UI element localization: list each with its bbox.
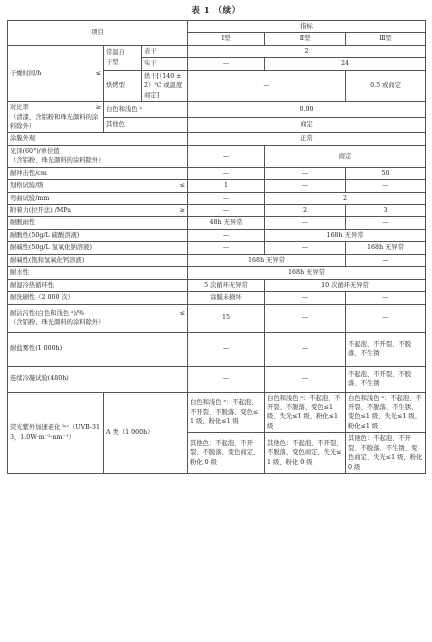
adhesion-t3: 3 <box>346 205 426 217</box>
stain-label: 耐沾污性(白色和浅色 ᵃ)/% <box>10 309 85 317</box>
uv-o2: 其他色：不起泡、不开裂、不脱落、变色商定、失光≤1 级、粉化 0 级 <box>265 433 346 474</box>
adhesion-label-cell <box>8 205 188 217</box>
uv-w1: 白色和浅色 ᵃ：不起泡、不开裂、不脱落、变色≤1 级、粉化≤1 级 <box>188 392 265 433</box>
table-row <box>8 102 426 118</box>
dry-normal-a: 常温自 <box>106 49 125 57</box>
gloss-t1: — <box>188 145 265 167</box>
contrast-note: （清漆、含铝粉和珠光颜料的涂料除外） <box>10 113 99 130</box>
scratch-sym: ≤ <box>179 182 186 190</box>
header-type2: Ⅱ型 <box>265 33 346 45</box>
table-row <box>8 45 426 57</box>
contrast-label: 对比率 <box>10 104 29 112</box>
impact-label: 耐冲击性/cm <box>8 167 188 179</box>
dry-bake-t12: — <box>188 70 346 101</box>
uv-label: 荧光紫外加速老化 ᵇ˒ᶜ（UVB-313，1.0W·m⁻²·nm⁻¹） <box>8 392 104 474</box>
alkali2-label: 耐碱性(饱和氢氧化钙溶液) <box>8 254 188 266</box>
table-row <box>8 292 426 304</box>
adhesion-sym: ≥ <box>179 207 186 214</box>
scratch-t2: — <box>265 180 346 192</box>
table-row <box>8 304 426 332</box>
gloss-label: 光泽(60°)/单位值 <box>10 147 60 155</box>
cycle-label: 耐湿冷热循环性 <box>8 279 188 291</box>
table-row <box>8 366 426 392</box>
salt-t2: — <box>265 332 346 366</box>
adhesion-label: 附着力(拉开法) /MPa <box>10 207 71 214</box>
salt-t3: 不起泡、不开裂、不脱落、不生锈 <box>346 332 426 366</box>
dry-hard: 实干 <box>142 58 188 70</box>
appearance-val: 正常 <box>188 133 426 145</box>
acid-rain-t2: — <box>265 217 346 229</box>
header-item: 项目 <box>8 21 188 46</box>
salt-label: 耐盐雾性(1 000h) <box>8 332 188 366</box>
dry-hard-val: 24 <box>265 58 426 70</box>
impact-t2: — <box>265 167 346 179</box>
contrast-label-cell <box>8 102 104 133</box>
contrast-white-val: 0.90 <box>188 102 426 118</box>
scrub-label: 耐洗刷性（2 000 次） <box>8 292 188 304</box>
table-row <box>8 242 426 254</box>
acid-t1: — <box>188 229 265 241</box>
table-row <box>8 332 426 366</box>
bend-t1: — <box>188 192 265 204</box>
table-row <box>8 267 426 279</box>
gloss-note: （含铝粉、珠光颜料的涂料除外） <box>10 157 105 165</box>
table-row <box>8 180 426 192</box>
table-row <box>8 167 426 179</box>
acid-rain-label: 耐酸雨性 <box>8 217 188 229</box>
acid-t23: 168h 无异常 <box>265 229 426 241</box>
dry-normal-b: 干型 <box>106 58 119 66</box>
dry-label: 干燥时间/h <box>10 69 42 77</box>
scrub-t2: — <box>265 292 346 304</box>
stain-t1: 15 <box>188 304 265 332</box>
stain-t3: — <box>346 304 426 332</box>
alkali-label: 耐碱性(50g/L 氢氧化钠溶液) <box>8 242 188 254</box>
bend-label: 弯曲试验/mm <box>8 192 188 204</box>
gloss-val: 商定 <box>265 145 426 167</box>
stain-note: （含铝粉、珠光颜料的涂料除外） <box>10 319 105 326</box>
alkali2-t3: — <box>346 254 426 266</box>
dry-bake-t3: 0.5 或商定 <box>346 70 426 101</box>
table-row <box>8 229 426 241</box>
water-label: 耐水性 <box>8 267 188 279</box>
impact-t3: 50 <box>346 167 426 179</box>
cold-t1: — <box>188 366 265 392</box>
alkali-t3: 168h 无异常 <box>346 242 426 254</box>
contrast-sym: ≥ <box>95 104 101 112</box>
table-row <box>8 254 426 266</box>
dry-label-cell <box>8 45 104 101</box>
table-row <box>8 145 426 167</box>
cold-t2: — <box>265 366 346 392</box>
scratch-t1: 1 <box>188 180 265 192</box>
stain-label-cell <box>8 304 188 332</box>
bend-t23: 2 <box>265 192 426 204</box>
header-type1: Ⅰ型 <box>188 33 265 45</box>
spec-table <box>7 20 426 474</box>
acid-label: 耐酸性(50g/L 硫酸溶液) <box>8 229 188 241</box>
water-val: 168h 无异常 <box>188 267 426 279</box>
header-row <box>8 21 426 33</box>
cycle-t1: 5 次循环无异常 <box>188 279 265 291</box>
acid-rain-t3: — <box>346 217 426 229</box>
uv-o1: 其他色：不起泡、不开裂、不脱落、变色商定、粉化 0 级 <box>188 433 265 474</box>
table-caption: 表 1 （续） <box>191 6 241 16</box>
dry-sym: ≤ <box>95 69 101 77</box>
uv-w2: 白色和浅色 ᵃ：不起泡、不开裂、不脱落、变色≤1 级、失光≤1 级、粉化≤1 级 <box>265 392 346 433</box>
uv-w3: 白色和浅色 ᵃ：不起泡、不开裂、不脱落、不生锈、变色≤1 级、失光≤1 级、粉化≤1 级 <box>346 392 426 433</box>
table-row <box>8 392 426 433</box>
dry-surface: 表干 <box>142 45 188 57</box>
alkali-t1: — <box>188 242 265 254</box>
gloss-label-cell <box>8 145 188 167</box>
contrast-other: 其他色 <box>104 117 188 133</box>
cycle-t23: 10 次循环无异常 <box>265 279 426 291</box>
table-row <box>8 205 426 217</box>
table-row <box>8 279 426 291</box>
dry-bake-cond: 烘干[（140 ± 2）℃ 或温度商定] <box>142 70 188 101</box>
scrub-t1: 涂膜未损坏 <box>188 292 265 304</box>
dry-surface-val: 2 <box>188 45 426 57</box>
uv-class: A 类（1 000h） <box>104 392 188 474</box>
contrast-other-val: 商定 <box>188 117 426 133</box>
salt-t1: — <box>188 332 265 366</box>
header-type3: Ⅲ型 <box>346 33 426 45</box>
scratch-t3: — <box>346 180 426 192</box>
table-row <box>8 192 426 204</box>
scratch-label: 划格试验/级 <box>10 182 44 190</box>
alkali2-t12: 168h 无异常 <box>188 254 346 266</box>
stain-t2: — <box>265 304 346 332</box>
contrast-white: 白色和浅色 ᵃ <box>104 102 188 118</box>
table-row <box>8 217 426 229</box>
appearance-label: 涂膜外观 <box>8 133 188 145</box>
impact-t1: — <box>188 167 265 179</box>
scrub-t3: — <box>346 292 426 304</box>
table-row <box>8 133 426 145</box>
alkali-t2: — <box>265 242 346 254</box>
adhesion-t1: — <box>188 205 265 217</box>
dry-normal <box>104 45 142 70</box>
stain-sym: ≤ <box>179 309 186 317</box>
adhesion-t2: 2 <box>265 205 346 217</box>
cold-label: 连续冷凝试验(480h) <box>8 366 188 392</box>
scratch-label-cell <box>8 180 188 192</box>
dry-hard-t1: — <box>188 58 265 70</box>
acid-rain-t1: 48h 无异常 <box>188 217 265 229</box>
uv-o3: 其他色：不起泡、不开裂、不脱落、不生锈、变色商定、失光≤1 级、粉化 0 级 <box>346 433 426 474</box>
dry-bake: 烘烤型 <box>104 70 142 101</box>
header-index: 指标 <box>188 21 426 33</box>
cold-t3: 不起泡、不开裂、不脱落、不生锈 <box>346 366 426 392</box>
